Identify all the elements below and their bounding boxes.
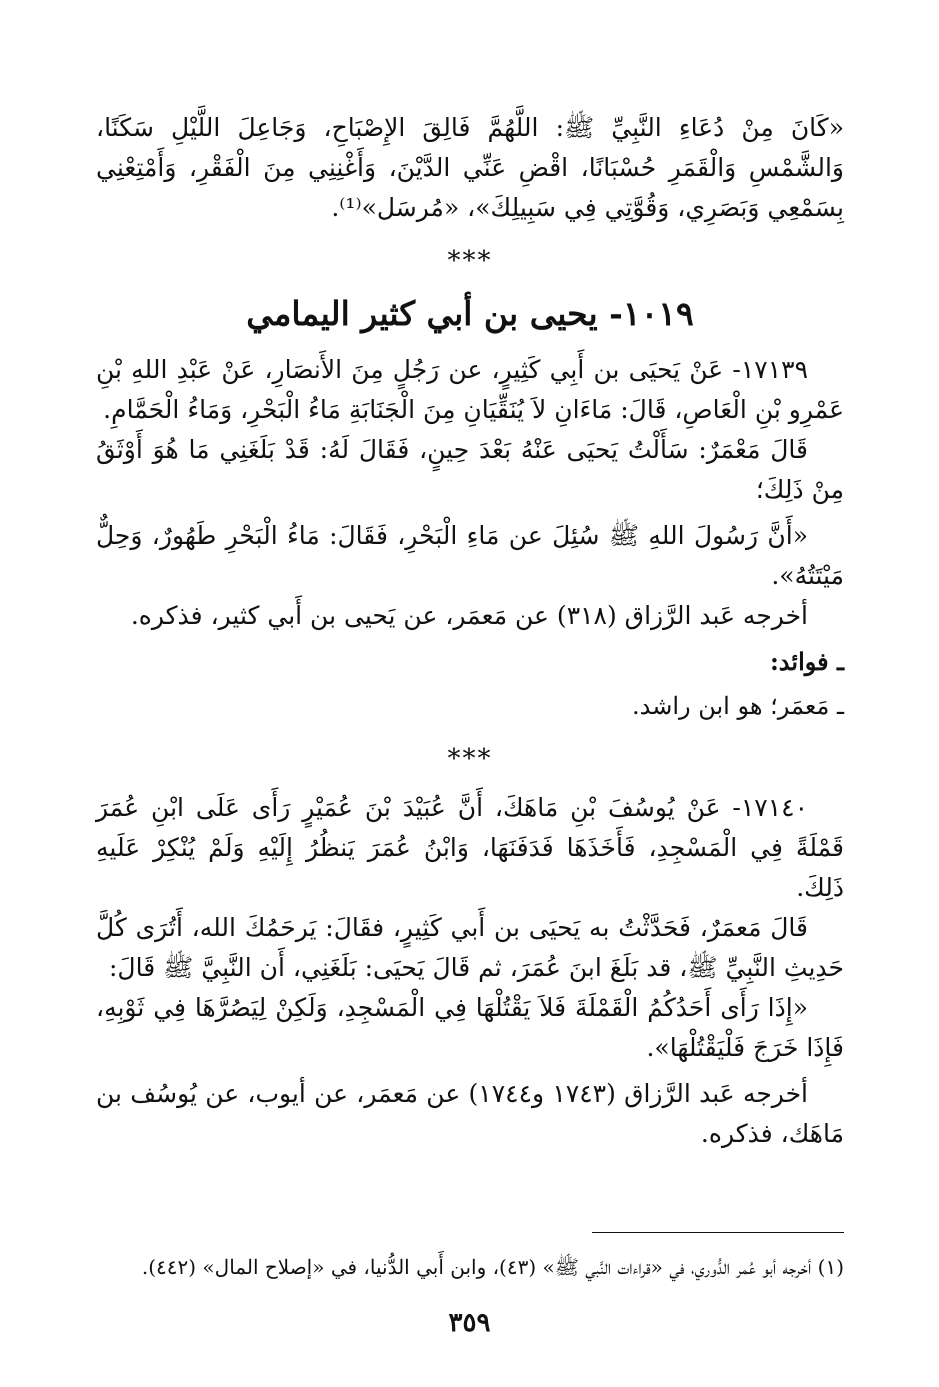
section-separator: *** xyxy=(447,744,493,774)
muammar-statement-2: قَالَ مَعمَرٌ، فَحَدَّثْتُ به يَحيَى بن أَبي كَثِيرٍ، فقَالَ: يَرحَمُكَ الله، أَتُرَى كُلَّ حَدِيثِ النَّبِيِّ ﷺ، قد بَلَغَ ابنَ عُمَرَ، ثم قَالَ يَحيَى: بَلَغَنِي، أَن النَّبِيَّ ﷺ قَالَ: xyxy=(96,913,844,982)
page-number: ٣٥٩ xyxy=(448,1308,491,1338)
hadith-17140: ١٧١٤٠- عَنْ يُوسُفَ بْنِ مَاهَكَ، أَنَّ عُبَيْدَ بْنَ عُمَيْرٍ رَأَى عَلَى ابْنِ عُمَرَ قَمْلَةً فِي الْمَسْجِدِ، فَأَخَذَهَا فَدَفَنَهَا، وَابْنُ عُمَرَ يَنظُرُ إِلَيْهِ وَلَمْ يُنْكِرْ عَلَيهِ ذَلِكَ. xyxy=(96,793,844,902)
takhrij-2: أخرجه عَبد الرَّزاق (١٧٤٣ و١٧٤٤) عن مَعمَر، عن أيوب، عن يُوسُف بن مَاهَك، فذكره. xyxy=(96,1079,844,1148)
sea-water-hadith: «أَنَّ رَسُولَ اللهِ ﷺ سُئِلَ عن مَاءِ الْبَحْرِ، فَقَالَ: مَاءُ الْبَحْرِ طَهُورٌ، وَحِلٌّ مَيْتَتُهُ». xyxy=(96,521,844,590)
chapter-heading: ١٠١٩- يحيى بن أبي كثير اليمامي xyxy=(246,294,694,333)
page-body xyxy=(96,108,844,1154)
muammar-statement-1: قَالَ مَعْمَرٌ: سَأَلْتُ يَحيَى عَنْهُ بَعْدَ حِينٍ، فَقَالَ لَهُ: قَدْ بَلَغَنِي مَا هُوَ أَوْثَقُ مِنْ ذَلِكَ؛ xyxy=(96,435,844,504)
fawaid-note: ـ مَعمَر؛ هو ابن راشد. xyxy=(632,692,844,720)
fawaid-label: ـ فوائد: xyxy=(769,647,844,676)
hadith-17139: ١٧١٣٩- عَنْ يَحيَى بن أَبِي كَثِيرٍ، عن رَجُلٍ مِنَ الأَنصَارِ، عَنْ عَبْدِ اللهِ بْنِ عَمْرِو بْنِ الْعَاصِ، قَالَ: مَاءَانِ لاَ يُنَقِّيَانِ مِنَ الْجَنَابَةِ مَاءُ الْبَحْرِ، وَمَاءُ الْحَمَّامِ. xyxy=(96,355,844,424)
footnote: (١) أخرجه أبو عُمر الدُّوري، في «قراءات النَّبي ﷺ» (٤٣)، وابن أَبي الدُّنيا، في «إصلاح المال» (٤٤٢). xyxy=(141,1255,844,1279)
footnote-divider xyxy=(592,1232,844,1233)
dua-paragraph: «كَانَ مِنْ دُعَاءِ النَّبِيِّ ﷺ: اللَّهُمَّ فَالِقَ الإِصْبَاحِ، وَجَاعِلَ اللَّيْلِ سَكَنًا، وَالشَّمْسِ وَالْقَمَرِ حُسْبَانًا، اقْضِ عَنِّي الدَّيْنَ، وَأَغْنِنِي مِنَ الْفَقْرِ، وَأَمْتِعْنِي بِسَمْعِي وَبَصَرِي، وَقُوَّتِي فِي سَبِيلِكَ»، «مُرسَل»⁽¹⁾. xyxy=(96,113,844,222)
section-separator: *** xyxy=(447,246,493,276)
takhrij-1: أخرجه عَبد الرَّزاق (٣١٨) عن مَعمَر، عن يَحيى بن أَبي كثير، فذكره. xyxy=(130,601,808,630)
lice-hadith: «إِذَا رَأَى أَحَدُكُمُ الْقَمْلَةَ فَلاَ يَقْتُلْهَا فِي الْمَسْجِدِ، وَلَكِنْ لِيَصُرَّهَا فِي ثَوْبِهِ، فَإِذَا خَرَجَ فَلْيَقْتُلْهَا». xyxy=(96,993,844,1062)
